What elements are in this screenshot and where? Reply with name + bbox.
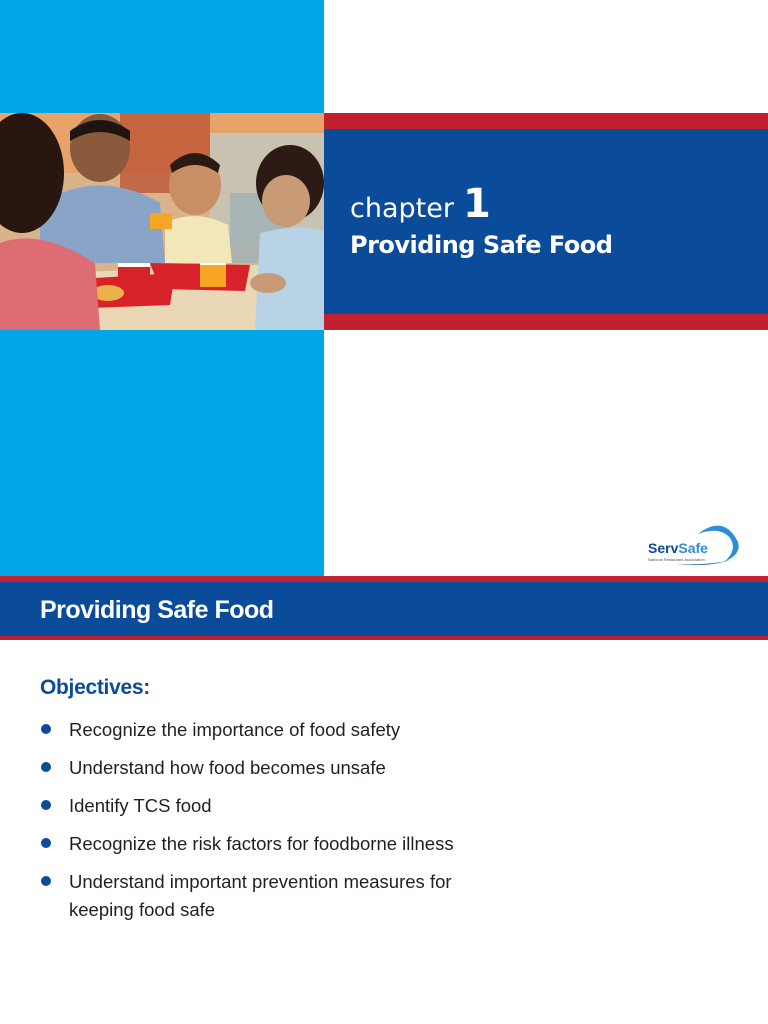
list-item <box>40 716 510 744</box>
chapter-label <box>350 181 491 227</box>
bullet-icon <box>41 724 51 734</box>
list-item <box>40 830 510 858</box>
family-dining-photo <box>0 113 324 330</box>
servsafe-logo <box>646 520 746 568</box>
objectives-list <box>40 716 510 934</box>
logo-safe: Safe <box>678 540 708 556</box>
logo-serv: Serv <box>648 540 679 556</box>
bullet-icon <box>41 876 51 886</box>
chapter-number: 1 <box>463 181 491 227</box>
logo-wordmark <box>648 540 708 556</box>
list-item-text: Identify TCS food <box>69 795 212 816</box>
list-item-text: Recognize the risk factors for foodborne illness <box>69 833 454 854</box>
slide-title: Providing Safe Food <box>40 596 274 624</box>
list-item-text: Recognize the importance of food safety <box>69 719 401 740</box>
objectives-slide <box>0 576 768 1024</box>
chapter-word: chapter <box>350 193 454 224</box>
list-item <box>40 754 510 782</box>
chapter-title-panel <box>324 129 768 314</box>
chapter-title-band <box>324 113 768 330</box>
list-item-text: Understand how food becomes unsafe <box>69 757 386 778</box>
bullet-icon <box>41 762 51 772</box>
objectives-heading: Objectives: <box>40 676 150 699</box>
list-item <box>40 868 510 924</box>
logo-tagline: National Restaurant Association <box>648 557 705 562</box>
list-item <box>40 792 510 820</box>
list-item-text: Understand important prevention measures for keeping food safe <box>69 871 452 920</box>
header-band <box>0 576 768 640</box>
bullet-icon <box>41 800 51 810</box>
bullet-icon <box>41 838 51 848</box>
chapter-title: Providing Safe Food <box>350 231 613 259</box>
